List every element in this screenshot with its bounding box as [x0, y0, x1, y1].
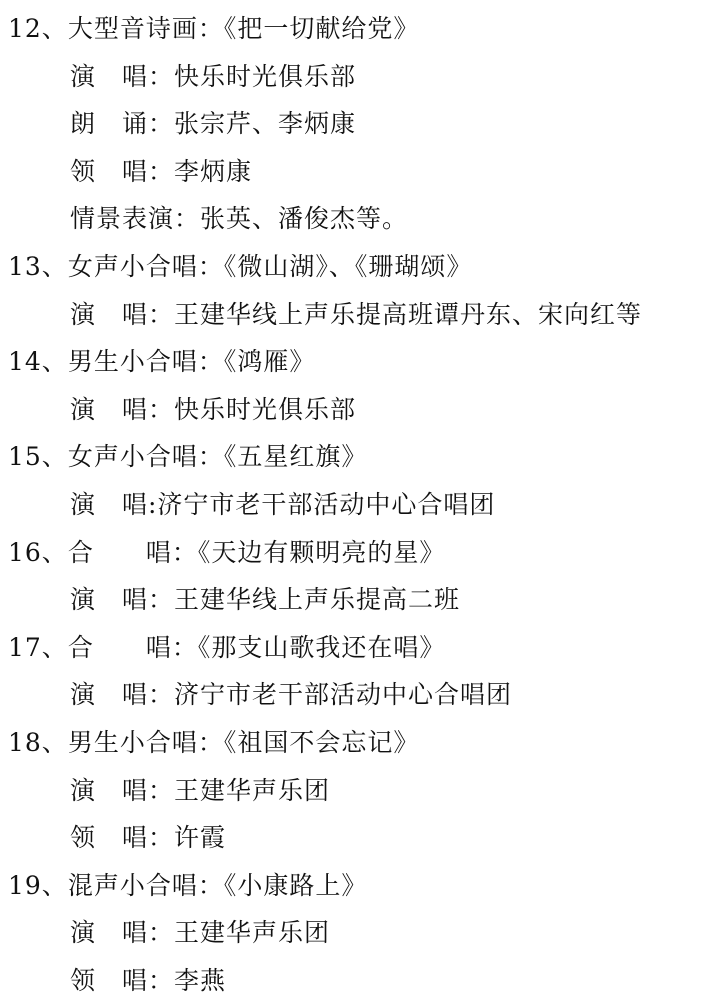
item-number: 16、	[8, 537, 68, 567]
program-item-detail: 演 唱：济宁市老干部活动中心合唱团	[70, 680, 513, 710]
program-item-detail: 情景表演：张英、潘俊杰等。	[70, 204, 409, 234]
item-number: 17、	[8, 632, 68, 662]
program-item-detail: 演 唱：王建华线上声乐提高二班	[70, 585, 461, 615]
item-title-text: 大型音诗画：《把一切献给党》	[67, 14, 420, 43]
item-title-text: 混声小合唱：《小康路上》	[67, 870, 368, 900]
program-item-detail: 朗 诵：张宗芹、李炳康	[70, 109, 357, 139]
program-item-title	[0, 624, 711, 672]
item-number: 12、	[8, 14, 68, 43]
item-title-text: 女声小合唱：《五星红旗》	[67, 442, 368, 472]
program-item-detail: 演 唱：快乐时光俱乐部	[70, 394, 357, 424]
item-number: 15、	[8, 442, 68, 472]
program-item-detail: 演 唱:济宁市老干部活动中心合唱团	[70, 489, 496, 519]
item-title-text: 男生小合唱：《鸿雁》	[67, 347, 316, 377]
program-item-detail: 演 唱：王建华线上声乐提高班谭丹东、宋向红等	[70, 299, 643, 329]
program-item-title	[0, 243, 711, 291]
item-title-text: 女声小合唱：《微山湖》、《珊瑚颂》	[67, 251, 473, 281]
program-item-detail: 领 唱：李炳康	[70, 156, 253, 186]
program-item-title	[0, 338, 711, 386]
program-item-title	[0, 719, 711, 767]
program-item-detail: 演 唱：王建华声乐团	[70, 918, 331, 948]
item-number: 18、	[8, 727, 68, 757]
item-title-text: 合 唱：《那支山歌我还在唱》	[67, 632, 446, 662]
program-item-title	[0, 862, 711, 910]
program-item-detail: 演 唱：王建华声乐团	[70, 775, 331, 805]
program-item-title	[0, 5, 711, 53]
item-number: 19、	[8, 870, 68, 900]
program-item-detail: 演 唱：快乐时光俱乐部	[70, 61, 357, 91]
item-number: 13、	[8, 251, 68, 281]
item-number: 14、	[8, 347, 68, 377]
program-item-detail: 领 唱：许霞	[70, 823, 227, 853]
item-title-text: 合 唱：《天边有颗明亮的星》	[67, 537, 446, 567]
item-title-text: 男生小合唱：《祖国不会忘记》	[67, 727, 420, 757]
program-item-title	[0, 433, 711, 481]
program-item-detail: 领 唱：李燕	[70, 965, 227, 995]
program-list	[0, 5, 711, 1004]
program-item-title	[0, 529, 711, 577]
